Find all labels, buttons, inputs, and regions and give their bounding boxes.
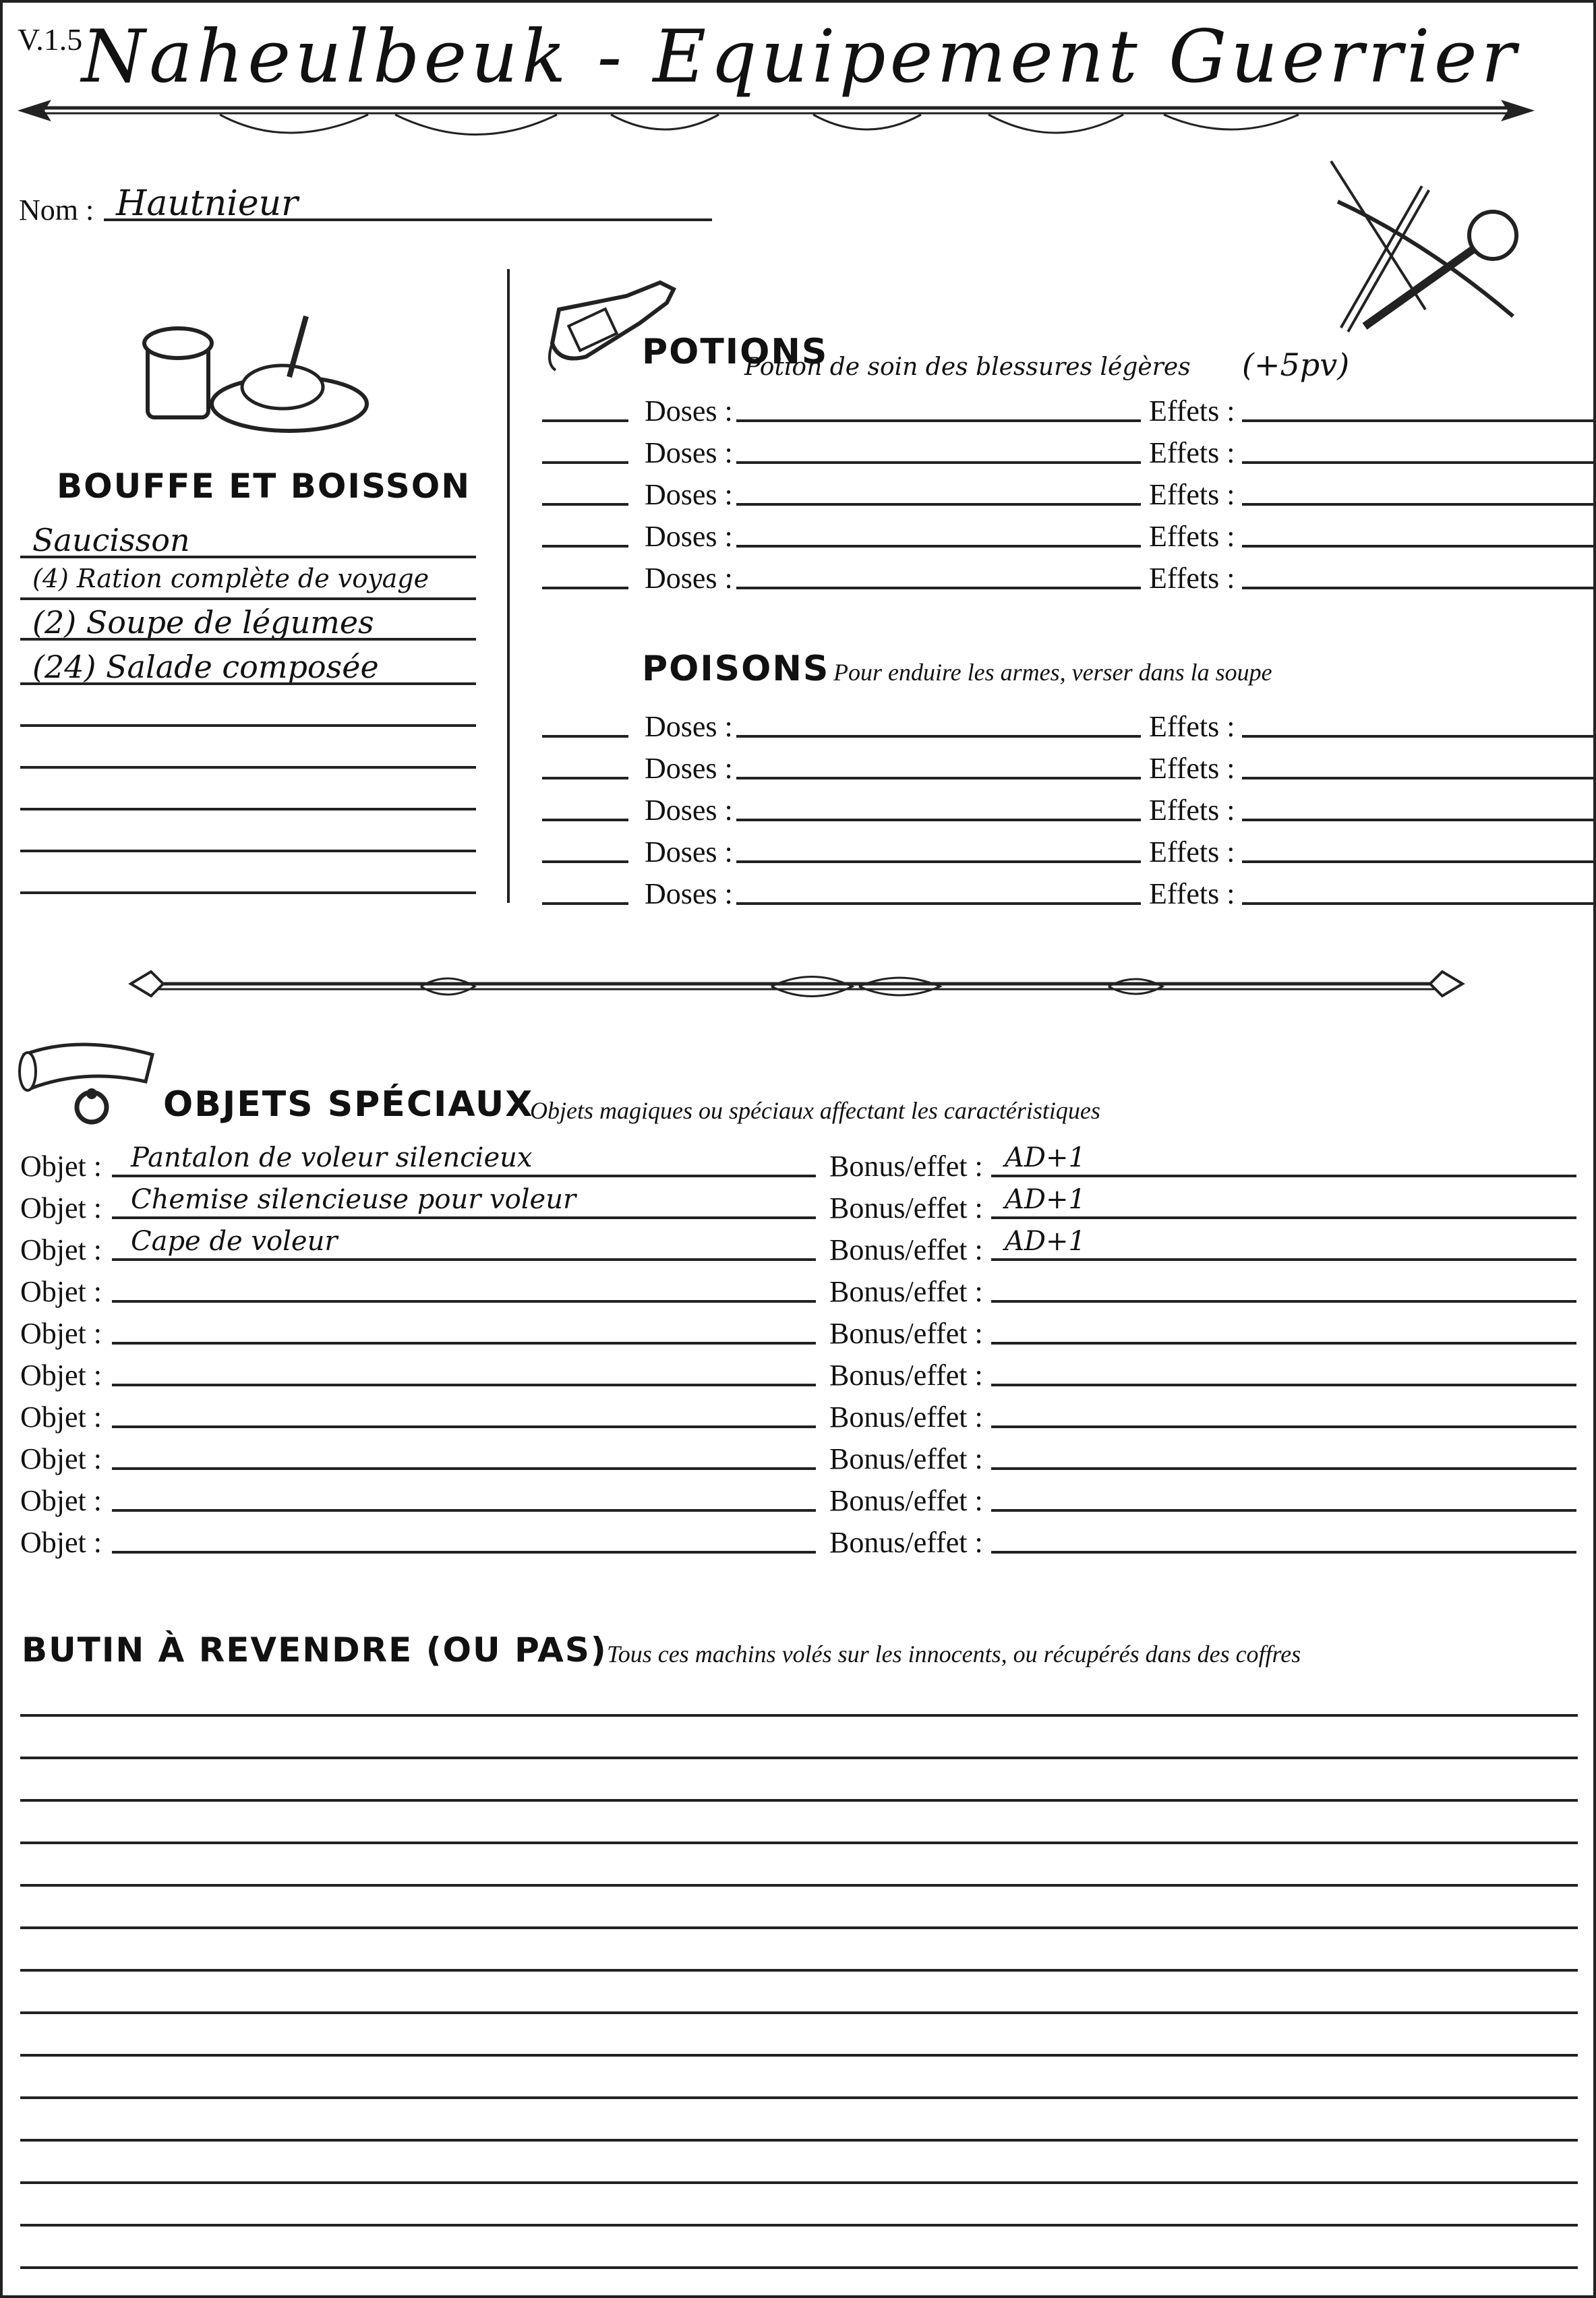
objet-field[interactable]	[112, 1384, 816, 1386]
food-item-underline	[20, 766, 476, 769]
effets-field[interactable]	[1242, 587, 1596, 589]
loot-line[interactable]	[20, 1799, 1578, 1802]
objet-label: Objet :	[20, 1359, 102, 1392]
objet-value[interactable]: Chemise silencieuse pour voleur	[131, 1184, 577, 1215]
doses-field[interactable]	[736, 503, 1141, 506]
dose-count-line[interactable]	[542, 777, 628, 779]
objet-label: Objet :	[20, 1233, 102, 1266]
objet-label: Objet :	[20, 1442, 102, 1475]
food-item-underline	[20, 556, 476, 558]
doses-label: Doses :	[645, 562, 733, 595]
effets-label: Effets :	[1149, 520, 1235, 553]
doses-field[interactable]	[736, 587, 1141, 589]
effets-field[interactable]	[1242, 461, 1596, 464]
bonus-field[interactable]	[991, 1425, 1576, 1428]
objet-field[interactable]	[112, 1467, 816, 1470]
bonus-label: Bonus/effet :	[829, 1442, 983, 1475]
effets-field[interactable]	[1242, 902, 1596, 905]
bonus-field[interactable]	[991, 1551, 1576, 1554]
bonus-value[interactable]: AD+1	[1005, 1184, 1086, 1215]
objet-label: Objet :	[20, 1150, 102, 1183]
crossed-weapons-icon	[1324, 161, 1527, 343]
doses-label: Doses :	[645, 794, 733, 827]
bonus-field[interactable]	[991, 1384, 1576, 1386]
food-item[interactable]: (24) Salade composée	[32, 649, 379, 685]
effets-field[interactable]	[1242, 777, 1596, 779]
effets-label: Effets :	[1149, 794, 1235, 827]
objet-value[interactable]: Pantalon de voleur silencieux	[131, 1142, 533, 1173]
bonus-value[interactable]: AD+1	[1005, 1226, 1086, 1257]
food-item-underline	[20, 638, 476, 641]
bonus-label: Bonus/effet :	[829, 1150, 983, 1183]
bonus-label: Bonus/effet :	[829, 1526, 983, 1559]
doses-label: Doses :	[645, 835, 733, 868]
loot-line[interactable]	[20, 1757, 1578, 1759]
bonus-label: Bonus/effet :	[829, 1484, 983, 1517]
special-objects-heading: OBJETS SPÉCIAUX	[163, 1084, 534, 1125]
column-divider	[507, 269, 510, 903]
effets-label: Effets :	[1149, 562, 1235, 595]
doses-label: Doses :	[645, 394, 733, 428]
loot-line[interactable]	[20, 2096, 1578, 2099]
scroll-ring-icon	[18, 1028, 159, 1129]
food-item-underline	[20, 891, 476, 894]
bonus-label: Bonus/effet :	[829, 1275, 983, 1308]
loot-line[interactable]	[20, 2011, 1578, 2014]
effets-field[interactable]	[1242, 819, 1596, 821]
food-item[interactable]: (2) Soupe de légumes	[32, 604, 374, 641]
bonus-label: Bonus/effet :	[829, 1401, 983, 1434]
doses-label: Doses :	[645, 710, 733, 743]
objet-field[interactable]	[112, 1425, 816, 1428]
loot-heading: BUTIN À REVENDRE (OU PAS)	[22, 1630, 608, 1670]
objet-field[interactable]	[112, 1509, 816, 1512]
bonus-label: Bonus/effet :	[829, 1191, 983, 1225]
dose-count-line[interactable]	[542, 860, 628, 863]
effets-label: Effets :	[1149, 478, 1235, 511]
loot-line[interactable]	[20, 1969, 1578, 1972]
loot-line[interactable]	[20, 1842, 1578, 1844]
dose-count-line[interactable]	[542, 461, 628, 464]
doses-field[interactable]	[736, 777, 1141, 779]
doses-field[interactable]	[736, 545, 1141, 548]
potions-note-hp: (+5pv)	[1242, 347, 1350, 383]
effets-label: Effets :	[1149, 752, 1235, 785]
dose-count-line[interactable]	[542, 902, 628, 905]
objet-label: Objet :	[20, 1317, 102, 1350]
food-item-underline	[20, 682, 476, 685]
food-heading: BOUFFE ET BOISSON	[57, 467, 471, 506]
loot-line[interactable]	[20, 2054, 1578, 2057]
special-objects-subtitle: Objets magiques ou spéciaux affectant les caractéristiques	[530, 1097, 1100, 1124]
dose-count-line[interactable]	[542, 503, 628, 506]
objet-label: Objet :	[20, 1275, 102, 1308]
potions-heading: POTIONS	[642, 332, 829, 372]
dose-count-line[interactable]	[542, 735, 628, 738]
effets-label: Effets :	[1149, 877, 1235, 910]
loot-subtitle: Tous ces machins volés sur les innocents, ou récupérés dans des coffres	[607, 1641, 1301, 1668]
bonus-field[interactable]	[991, 1509, 1576, 1512]
doses-field[interactable]	[736, 902, 1141, 905]
doses-label: Doses :	[645, 520, 733, 553]
bonus-field[interactable]	[991, 1467, 1576, 1470]
food-item-underline	[20, 808, 476, 811]
bonus-field[interactable]	[991, 1342, 1576, 1345]
effets-field[interactable]	[1242, 419, 1596, 422]
objet-label: Objet :	[20, 1484, 102, 1517]
name-underline	[104, 218, 712, 221]
objet-label: Objet :	[20, 1191, 102, 1225]
effets-label: Effets :	[1149, 436, 1235, 469]
effets-field[interactable]	[1242, 735, 1596, 738]
bonus-field[interactable]	[991, 1175, 1576, 1177]
objet-field[interactable]	[112, 1216, 816, 1219]
effets-label: Effets :	[1149, 710, 1235, 743]
doses-field[interactable]	[736, 461, 1141, 464]
objet-field[interactable]	[112, 1300, 816, 1303]
staff-divider-icon	[131, 964, 1462, 1004]
loot-line[interactable]	[20, 1884, 1578, 1887]
dose-count-line[interactable]	[542, 587, 628, 589]
effets-field[interactable]	[1242, 860, 1596, 863]
objet-field[interactable]	[112, 1175, 816, 1177]
loot-line[interactable]	[20, 1714, 1578, 1717]
effets-label: Effets :	[1149, 394, 1235, 428]
dose-count-line[interactable]	[542, 545, 628, 548]
food-item-underline	[20, 597, 476, 600]
name-label: Nom :	[19, 194, 94, 227]
bonus-field[interactable]	[991, 1300, 1576, 1303]
bonus-field[interactable]	[991, 1258, 1576, 1261]
poisons-heading: POISONS	[642, 649, 830, 689]
food-plate-icon	[141, 303, 370, 438]
doses-label: Doses :	[645, 752, 733, 785]
poisons-subtitle: Pour enduire les armes, verser dans la soupe	[833, 659, 1272, 686]
doses-field[interactable]	[736, 860, 1141, 863]
version-label: V.1.5	[18, 22, 83, 57]
objet-value[interactable]: Cape de voleur	[131, 1226, 338, 1257]
bonus-value[interactable]: AD+1	[1005, 1142, 1086, 1173]
dose-count-line[interactable]	[542, 419, 628, 422]
bonus-field[interactable]	[991, 1216, 1576, 1219]
doses-label: Doses :	[645, 478, 733, 511]
objet-label: Objet :	[20, 1526, 102, 1559]
bonus-label: Bonus/effet :	[829, 1359, 983, 1392]
effets-field[interactable]	[1242, 545, 1596, 548]
effets-field[interactable]	[1242, 503, 1596, 506]
effets-label: Effets :	[1149, 835, 1235, 868]
loot-line[interactable]	[20, 2181, 1578, 2184]
bonus-label: Bonus/effet :	[829, 1233, 983, 1266]
page-title: Naheulbeuk - Equipement Guerrier	[81, 15, 1520, 99]
objet-field[interactable]	[112, 1551, 816, 1554]
name-value[interactable]: Hautnieur	[116, 183, 298, 224]
loot-line[interactable]	[20, 2224, 1578, 2227]
food-item[interactable]: Saucisson	[32, 522, 190, 558]
objet-label: Objet :	[20, 1401, 102, 1434]
spear-divider-icon	[18, 90, 1535, 144]
objet-field[interactable]	[112, 1342, 816, 1345]
loot-line[interactable]	[20, 1926, 1578, 1929]
bonus-label: Bonus/effet :	[829, 1317, 983, 1350]
doses-field[interactable]	[736, 419, 1141, 422]
food-item-underline	[20, 850, 476, 852]
doses-label: Doses :	[645, 877, 733, 910]
dose-count-line[interactable]	[542, 819, 628, 821]
loot-line[interactable]	[20, 2139, 1578, 2142]
food-item[interactable]: (4) Ration complète de voyage	[32, 564, 430, 593]
food-item-underline	[20, 724, 476, 727]
doses-label: Doses :	[645, 436, 733, 469]
objet-field[interactable]	[112, 1258, 816, 1261]
potions-note: Potion de soin des blessures légères	[744, 353, 1191, 381]
doses-field[interactable]	[736, 735, 1141, 738]
doses-field[interactable]	[736, 819, 1141, 821]
loot-line[interactable]	[20, 2266, 1578, 2269]
